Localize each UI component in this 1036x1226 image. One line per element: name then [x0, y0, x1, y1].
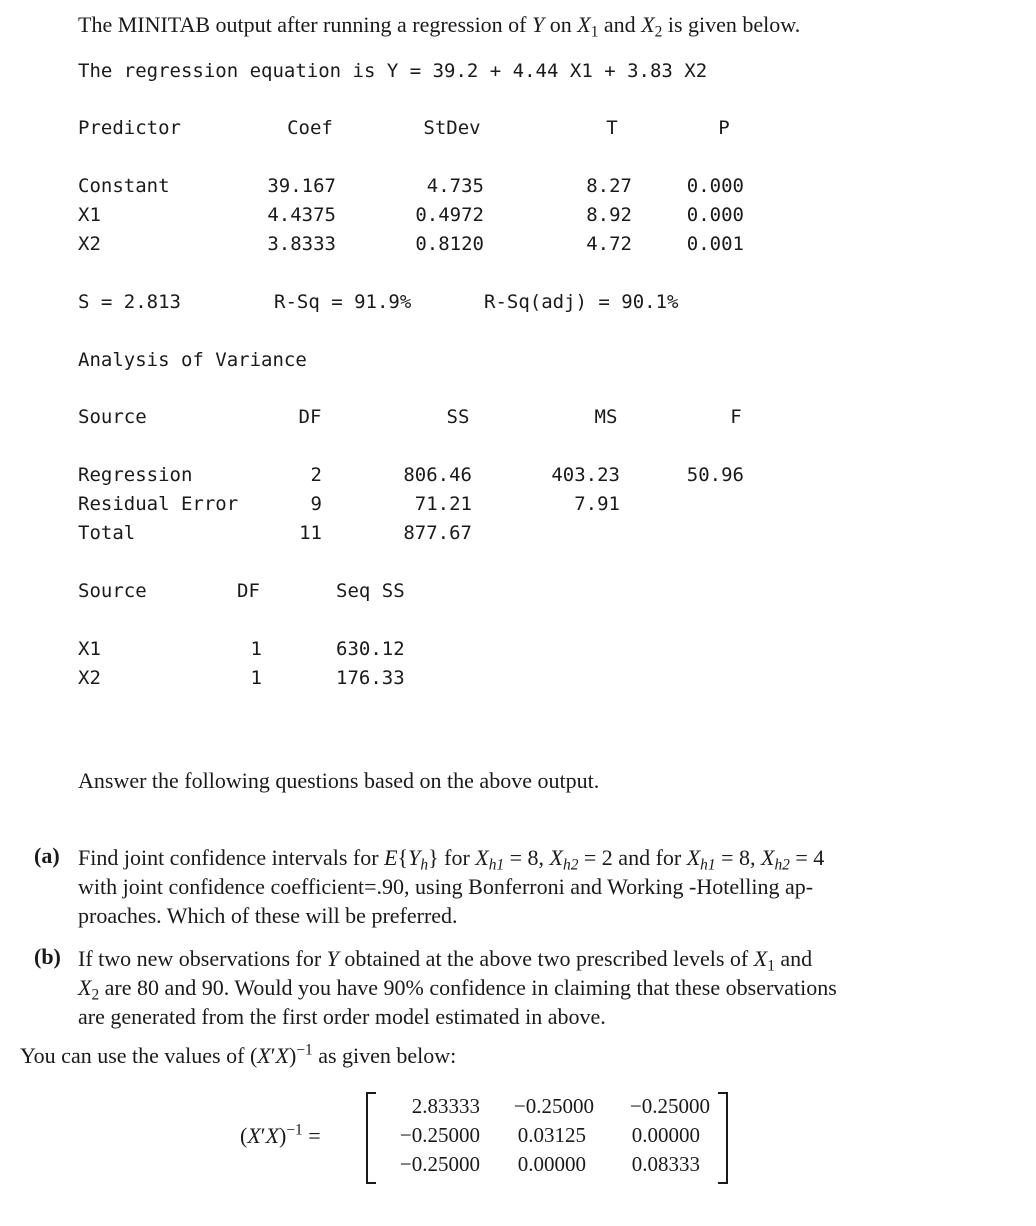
matrix-cell: −0.25000: [629, 1094, 710, 1118]
coef-header-t: T: [606, 117, 618, 139]
part-b-label: (b): [34, 944, 61, 969]
math-x: X: [686, 845, 701, 870]
table-cell: 9: [310, 493, 322, 515]
math-x: X: [247, 1123, 261, 1148]
seq-header-df: DF: [237, 580, 260, 602]
seq-header-source: Source: [78, 580, 147, 602]
intro-text: The MINITAB output after running a regression of: [78, 12, 533, 37]
text-run: for: [438, 845, 476, 870]
math-x: X: [275, 1043, 289, 1068]
table-row-label: Constant: [78, 175, 170, 197]
anova-header-ms: MS: [594, 406, 618, 428]
matrix-left-bracket: [366, 1092, 376, 1184]
math-prime: ′: [270, 1043, 276, 1068]
math-y: Y: [408, 845, 421, 870]
table-cell: 2: [310, 464, 322, 486]
table-row-label: Residual Error: [78, 493, 239, 515]
intro-x1-sub: 1: [590, 23, 599, 41]
table-cell: 50.96: [686, 464, 744, 486]
table-cell: 877.67: [403, 522, 472, 544]
math-sub: h2: [563, 856, 579, 874]
math-sub: h: [420, 856, 429, 874]
answer-intro: Answer the following questions based on the above output.: [78, 768, 600, 793]
matrix-right-bracket: [718, 1092, 728, 1184]
math-x: X: [760, 845, 775, 870]
matrix-cell: 2.83333: [411, 1094, 480, 1118]
math-exponent: −1: [296, 1041, 313, 1059]
xtx-inverse-matrix: [366, 1092, 728, 1182]
table-cell: 4.735: [426, 175, 484, 197]
text-run: obtained at the above two prescribed levels of: [338, 946, 754, 971]
table-cell: 1: [250, 667, 262, 689]
matrix-cell: −0.25000: [513, 1094, 594, 1118]
text-run: = 2 and for: [578, 845, 687, 870]
table-cell: 71.21: [414, 493, 472, 515]
table-row-label: Regression: [78, 464, 193, 486]
table-row-label: X1: [78, 638, 101, 660]
intro-y: Y: [532, 12, 545, 37]
matrix-cell: 0.08333: [631, 1152, 700, 1176]
intro-x2-sub: 2: [654, 23, 663, 41]
anova-title: Analysis of Variance: [78, 349, 307, 371]
part-b-line-3: are generated from the first order model estimated in above.: [78, 1004, 606, 1029]
coef-header-coef: Coef: [287, 117, 333, 139]
table-row-label: Total: [78, 522, 136, 544]
intro-sentence: [78, 12, 801, 41]
math-x: X: [475, 845, 489, 870]
text-run: as given below:: [312, 1043, 457, 1068]
matrix-cell: −0.25000: [399, 1152, 480, 1176]
part-a-line-3: proaches. Which of these will be preferred.: [78, 903, 458, 928]
anova-header-source: Source: [78, 406, 147, 428]
intro-and: and: [598, 12, 642, 37]
text-run: You can use the values of (: [20, 1043, 258, 1068]
table-cell: 8.92: [586, 204, 632, 226]
matrix-cell: 0.00000: [631, 1123, 700, 1147]
anova-header-ss: SS: [446, 406, 470, 428]
text-run: ): [279, 1123, 287, 1148]
math-y: Y: [326, 946, 339, 971]
table-cell: 7.91: [574, 493, 620, 515]
table-row-label: X2: [78, 667, 101, 689]
math-e: E: [384, 845, 398, 870]
table-cell: 1: [250, 638, 262, 660]
coef-header-predictor: Predictor: [78, 117, 181, 139]
math-exponent: −1: [286, 1121, 303, 1139]
part-b-line-2: [78, 973, 968, 1002]
table-cell: 630.12: [336, 638, 405, 660]
matrix-cell: −0.25000: [399, 1123, 480, 1147]
table-cell: 4.4375: [267, 204, 336, 226]
anova-header-df: DF: [298, 406, 322, 428]
text-run: and: [774, 946, 813, 971]
coef-header-p: P: [718, 117, 730, 139]
table-cell: 39.167: [267, 175, 336, 197]
part-b-line-1: [78, 944, 968, 973]
table-cell: 806.46: [403, 464, 472, 486]
part-a-line-2: with joint confidence coefficient=.90, using Bonferroni and Working -Hotelling ap-: [78, 874, 814, 899]
part-a-text: [78, 843, 968, 930]
text-run: are 80 and 90. Would you have 90% confidence in claiming that these observations: [99, 975, 837, 1000]
math-sub: h1: [700, 856, 716, 874]
intro-x2: X: [641, 12, 655, 37]
math-x: X: [753, 946, 768, 971]
text-run: If two new observations for: [78, 946, 327, 971]
part-b-text: [78, 944, 968, 1031]
text-run: ): [289, 1043, 297, 1068]
math-x: X: [265, 1123, 280, 1148]
math-sub: 2: [91, 986, 100, 1004]
text-run: = 8,: [504, 845, 550, 870]
table-cell: 3.8333: [267, 233, 336, 255]
intro-x1: X: [577, 12, 591, 37]
coef-header-stdev: StDev: [423, 117, 481, 139]
table-cell: 0.000: [686, 204, 744, 226]
table-cell: 403.23: [551, 464, 620, 486]
intro-on: on: [544, 12, 578, 37]
intro-text-end: is given below.: [662, 12, 801, 37]
math-x: X: [78, 975, 92, 1000]
text-run: = 4: [789, 845, 825, 870]
table-cell: 0.000: [686, 175, 744, 197]
text-run: Find joint confidence intervals for: [78, 845, 385, 870]
table-cell: 8.27: [586, 175, 632, 197]
matrix-cell: 0.03125: [517, 1123, 586, 1147]
math-sub: h2: [774, 856, 790, 874]
part-a-label: (a): [34, 843, 60, 868]
table-cell: 0.001: [686, 233, 744, 255]
equals-sign: =: [302, 1123, 321, 1148]
stat-s: S = 2.813: [78, 291, 181, 313]
matrix-cell: 0.00000: [517, 1152, 586, 1176]
xtx-note: [20, 1043, 456, 1069]
text-run: (: [240, 1123, 248, 1148]
math-x: X: [257, 1043, 271, 1068]
text-run: = 8,: [715, 845, 761, 870]
seq-header-seqss: Seq SS: [336, 580, 405, 602]
anova-header-f: F: [730, 406, 742, 428]
stat-rsq-adj: R-Sq(adj) = 90.1%: [484, 291, 679, 313]
math-sub: 1: [767, 957, 775, 975]
table-cell: 0.4972: [415, 204, 484, 226]
table-row-label: X2: [78, 233, 101, 255]
table-row-label: X1: [78, 204, 101, 226]
math-x: X: [549, 845, 563, 870]
matrix-lhs: [240, 1123, 321, 1149]
regression-equation: The regression equation is Y = 39.2 + 4.44 X1 + 3.83 X2: [78, 60, 708, 82]
stat-rsq: R-Sq = 91.9%: [274, 291, 412, 313]
math-prime: ′: [260, 1123, 266, 1148]
math-sub: h1: [488, 856, 505, 874]
table-cell: 0.8120: [415, 233, 484, 255]
table-cell: 4.72: [586, 233, 632, 255]
part-a-line-1: Find joint confidence intervals for $E\{Y_h\}$ for $X_{h1} = 8$, $X_{h2} = 2$ and for $X_{h1} = 8$, $X_{h2} = 4$: [78, 845, 825, 874]
table-cell: 11: [299, 522, 322, 544]
table-cell: 176.33: [336, 667, 405, 689]
